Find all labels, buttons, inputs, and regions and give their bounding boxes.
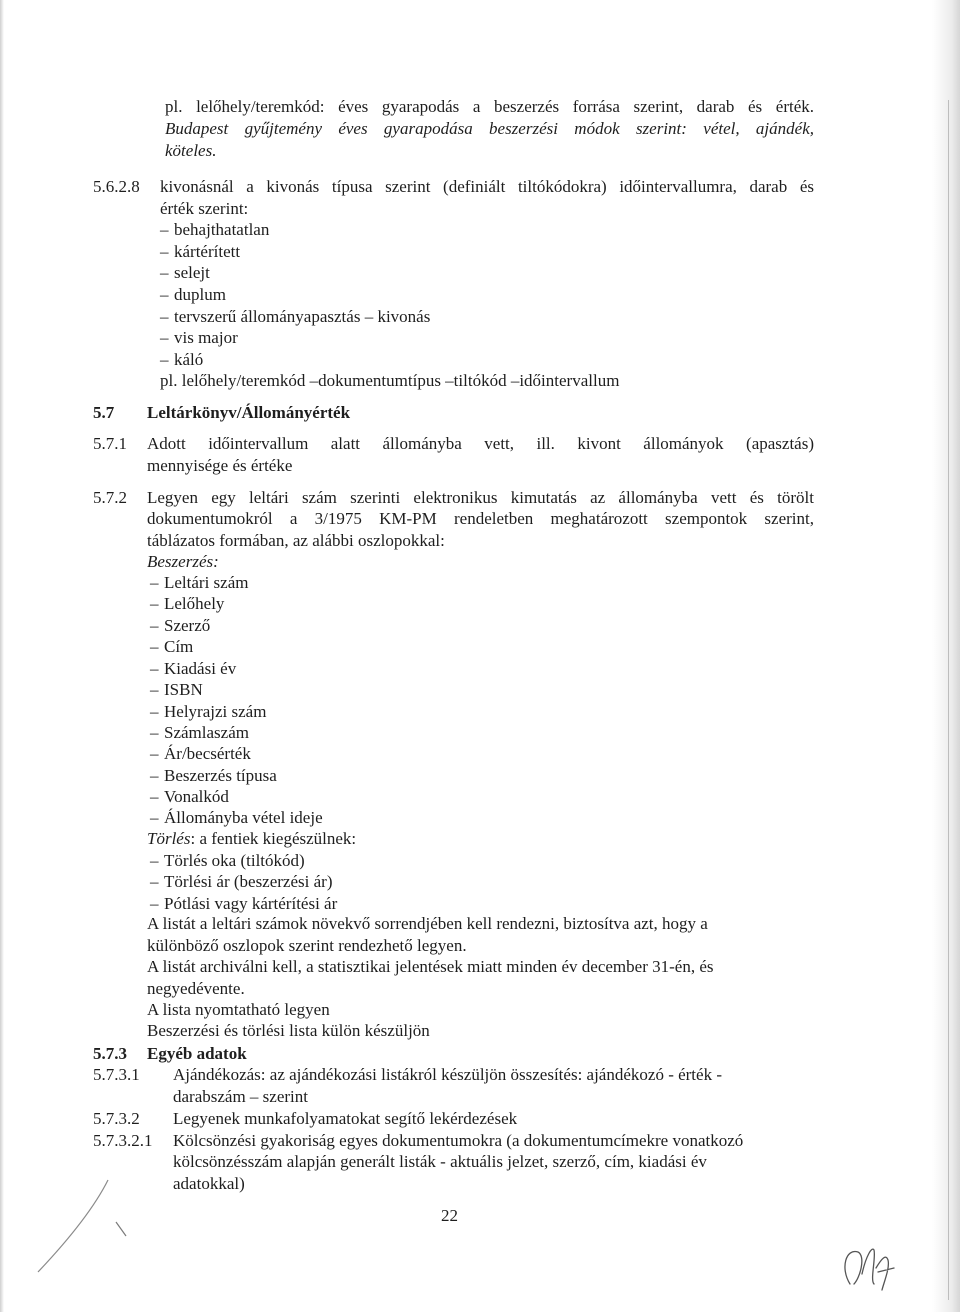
list-item: – Törlés oka (tiltókód) xyxy=(150,850,305,872)
intro-line-1: pl. lelőhely/teremkód: éves gyarapodás a beszerzés forrása szerint, darab és érték. xyxy=(165,97,814,116)
list-item: – duplum xyxy=(160,284,226,306)
torles-line xyxy=(147,828,356,850)
intro-line-2: Budapest gyűjtemény éves gyarapodása beszerzési módok szerint: vétel, ajándék, xyxy=(165,119,814,138)
section-number-5-7-3-2-1: 5.7.3.2.1 xyxy=(93,1131,153,1150)
list-item: – Ár/becsérték xyxy=(150,743,251,765)
list-item: – ISBN xyxy=(150,679,203,701)
s572-line-3: táblázatos formában, az alábbi oszlopokkal: xyxy=(147,531,445,550)
s5628-line-2: érték szerint: xyxy=(160,199,249,218)
section-number-5-7-3: 5.7.3 xyxy=(93,1044,127,1063)
s57321-line-2: kölcsönzésszám alapján generált listák - aktuális jelzet, szerző, cím, kiadási év xyxy=(173,1152,707,1171)
list-item: – káló xyxy=(160,349,203,371)
s572-line-1: Legyen egy leltári szám szerinti elektronikus kimutatás az állományba vett és törölt xyxy=(147,488,814,507)
page-number: 22 xyxy=(441,1206,458,1225)
list-item: – Leltári szám xyxy=(150,572,249,594)
section-number-5-7-3-1: 5.7.3.1 xyxy=(93,1065,140,1084)
section-number-5-7-2: 5.7.2 xyxy=(93,488,127,507)
section-number-5-6-2-8: 5.6.2.8 xyxy=(93,177,140,196)
list-item: – kártérített xyxy=(160,241,240,263)
s571-line-2: mennyisége és értéke xyxy=(147,456,293,475)
section-number-5-7-1: 5.7.1 xyxy=(93,434,127,453)
section-title-5-7-3: Egyéb adatok xyxy=(147,1044,247,1063)
section-number-5-7-3-2: 5.7.3.2 xyxy=(93,1109,140,1128)
s5628-example: pl. lelőhely/teremkód –dokumentumtípus –tiltókód –időintervallum xyxy=(160,371,620,390)
list-item: – Számlaszám xyxy=(150,722,249,744)
list-item: – Lelőhely xyxy=(150,593,224,615)
section-number-5-7: 5.7 xyxy=(93,403,115,422)
s5731-line-1: Ajándékozás: az ajándékozási listákról készüljön összesítés: ajándékozó - érték - xyxy=(173,1065,722,1084)
page-edge-line xyxy=(948,100,949,1300)
s57321-line-1: Kölcsönzési gyakoriság egyes dokumentumokra (a dokumentumcímekre vonatkozó xyxy=(173,1131,744,1150)
list-item: – tervszerű állományapasztás – kivonás xyxy=(160,306,430,328)
list-item: – Beszerzés típusa xyxy=(150,765,277,787)
s572-p2-line-1: A listát archiválni kell, a statisztikai jelentések miatt minden év december 31-én, és xyxy=(147,957,714,976)
list-item: – Pótlási vagy kártérítési ár xyxy=(150,893,337,915)
list-item: – Állományba vétel ideje xyxy=(150,807,323,829)
scan-right-edge xyxy=(932,0,960,1312)
s571-line-1: Adott időintervallum alatt állományba vett, ill. kivont állományok (apasztás) xyxy=(147,434,814,453)
scan-left-edge xyxy=(0,0,4,1312)
s572-p1-line-1: A listát a leltári számok növekvő sorrendjében kell rendezni, biztosítva azt, hogy a xyxy=(147,914,708,933)
handwritten-initials xyxy=(836,1238,906,1298)
list-item: – Vonalkód xyxy=(150,786,229,808)
s572-p4: Beszerzési és törlési lista külön készüljön xyxy=(147,1021,430,1040)
list-item: – Szerző xyxy=(150,615,210,637)
list-item: – behajthatatlan xyxy=(160,219,269,241)
torles-label: Törlés xyxy=(147,829,191,848)
s5628-line-1: kivonásnál a kivonás típusa szerint (definiált tiltókódokra) időintervallumra, darab és xyxy=(160,177,814,196)
list-item: – Törlési ár (beszerzési ár) xyxy=(150,871,332,893)
intro-line-3: köteles. xyxy=(165,141,217,160)
list-item: – Helyrajzi szám xyxy=(150,701,266,723)
s5732-line-1: Legyenek munkafolyamatokat segítő lekérdezések xyxy=(173,1109,518,1128)
list-item: – selejt xyxy=(160,262,210,284)
list-item: – Cím xyxy=(150,636,193,658)
s57321-line-3: adatokkal) xyxy=(173,1174,245,1193)
s572-p2-line-2: negyedévente. xyxy=(147,979,245,998)
list-item: – Kiadási év xyxy=(150,658,236,680)
s572-p1-line-2: különböző oszlopok szerint rendezhető legyen. xyxy=(147,936,467,955)
s572-line-2: dokumentumokról a 3/1975 KM-PM rendeletben meghatározott szempontok szerint, xyxy=(147,509,814,528)
s5731-line-2: darabszám – szerint xyxy=(173,1087,308,1106)
s572-p3: A lista nyomtatható legyen xyxy=(147,1000,330,1019)
beszerzes-label: Beszerzés: xyxy=(147,552,219,571)
pencil-stroke-mark xyxy=(30,1170,140,1280)
list-item: – vis major xyxy=(160,327,238,349)
torles-rest: : a fentiek kiegészülnek: xyxy=(190,829,357,848)
section-title-5-7: Leltárkönyv/Állományérték xyxy=(147,403,351,422)
